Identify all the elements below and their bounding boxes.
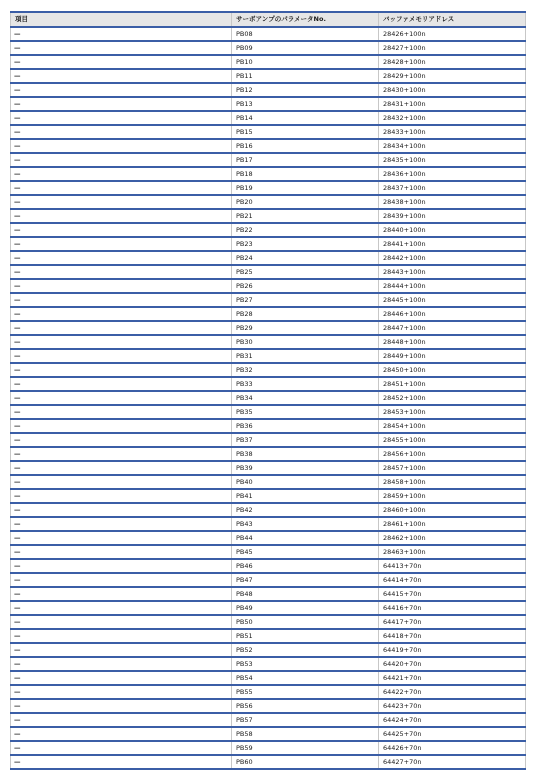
table-row — [11, 727, 526, 741]
table-row — [11, 587, 526, 601]
table-row — [11, 307, 526, 321]
item-cell: — — [11, 587, 232, 601]
item-cell: — — [11, 97, 232, 111]
parameter-buffer-table — [10, 11, 526, 770]
table-row — [11, 615, 526, 629]
table-row — [11, 181, 526, 195]
item-cell: — — [11, 251, 232, 265]
buffer-address-cell: 64422+70n — [379, 685, 526, 699]
table-row — [11, 503, 526, 517]
table-row — [11, 475, 526, 489]
table-row — [11, 405, 526, 419]
parameter-no-cell: PB54 — [232, 671, 379, 685]
buffer-address-cell: 28460+100n — [379, 503, 526, 517]
parameter-no-cell: PB45 — [232, 545, 379, 559]
table-row — [11, 699, 526, 713]
table-row — [11, 755, 526, 769]
item-cell: — — [11, 69, 232, 83]
item-cell: — — [11, 223, 232, 237]
buffer-address-cell: 28438+100n — [379, 195, 526, 209]
buffer-address-cell: 28444+100n — [379, 279, 526, 293]
item-cell: — — [11, 699, 232, 713]
buffer-address-cell: 64416+70n — [379, 601, 526, 615]
buffer-address-cell: 28449+100n — [379, 349, 526, 363]
header-row — [11, 12, 526, 27]
item-cell: — — [11, 41, 232, 55]
parameter-no-cell: PB46 — [232, 559, 379, 573]
table-row — [11, 685, 526, 699]
table-row — [11, 321, 526, 335]
buffer-address-cell: 28434+100n — [379, 139, 526, 153]
item-cell: — — [11, 657, 232, 671]
item-cell: — — [11, 671, 232, 685]
table-body — [11, 27, 526, 769]
buffer-address-cell: 64420+70n — [379, 657, 526, 671]
parameter-no-cell: PB20 — [232, 195, 379, 209]
parameter-no-cell: PB55 — [232, 685, 379, 699]
item-cell: — — [11, 545, 232, 559]
parameter-no-cell: PB27 — [232, 293, 379, 307]
table-row — [11, 237, 526, 251]
buffer-address-cell: 64425+70n — [379, 727, 526, 741]
table-row — [11, 629, 526, 643]
buffer-address-cell: 64421+70n — [379, 671, 526, 685]
parameter-no-cell: PB49 — [232, 601, 379, 615]
item-cell: — — [11, 713, 232, 727]
parameter-no-cell: PB21 — [232, 209, 379, 223]
table-row — [11, 601, 526, 615]
table-row — [11, 573, 526, 587]
parameter-no-cell: PB25 — [232, 265, 379, 279]
table-row — [11, 265, 526, 279]
parameter-no-cell: PB11 — [232, 69, 379, 83]
parameter-no-cell: PB31 — [232, 349, 379, 363]
buffer-address-cell: 28443+100n — [379, 265, 526, 279]
parameter-no-cell: PB28 — [232, 307, 379, 321]
item-cell: — — [11, 447, 232, 461]
item-cell: — — [11, 363, 232, 377]
parameter-no-cell: PB51 — [232, 629, 379, 643]
table-row — [11, 419, 526, 433]
item-cell: — — [11, 125, 232, 139]
item-cell: — — [11, 405, 232, 419]
table-header — [11, 12, 526, 27]
buffer-address-cell: 64427+70n — [379, 755, 526, 769]
header-parameter-no: サーボアンプのパラメータNo. — [232, 12, 379, 27]
parameter-no-cell: PB44 — [232, 531, 379, 545]
table-row — [11, 545, 526, 559]
parameter-no-cell: PB35 — [232, 405, 379, 419]
table-row — [11, 391, 526, 405]
item-cell: — — [11, 209, 232, 223]
buffer-address-cell: 64417+70n — [379, 615, 526, 629]
buffer-address-cell: 28456+100n — [379, 447, 526, 461]
parameter-no-cell: PB43 — [232, 517, 379, 531]
buffer-address-cell: 28446+100n — [379, 307, 526, 321]
parameter-no-cell: PB18 — [232, 167, 379, 181]
parameter-no-cell: PB10 — [232, 55, 379, 69]
buffer-address-cell: 28452+100n — [379, 391, 526, 405]
table-row — [11, 125, 526, 139]
parameter-no-cell: PB08 — [232, 27, 379, 41]
parameter-no-cell: PB56 — [232, 699, 379, 713]
table-row — [11, 251, 526, 265]
buffer-address-cell: 28436+100n — [379, 167, 526, 181]
parameter-no-cell: PB53 — [232, 657, 379, 671]
parameter-no-cell: PB37 — [232, 433, 379, 447]
buffer-address-cell: 28455+100n — [379, 433, 526, 447]
buffer-address-cell: 28439+100n — [379, 209, 526, 223]
buffer-address-cell: 28447+100n — [379, 321, 526, 335]
buffer-address-cell: 64413+70n — [379, 559, 526, 573]
parameter-no-cell: PB42 — [232, 503, 379, 517]
parameter-no-cell: PB52 — [232, 643, 379, 657]
table-row — [11, 447, 526, 461]
parameter-no-cell: PB30 — [232, 335, 379, 349]
table-row — [11, 153, 526, 167]
item-cell: — — [11, 377, 232, 391]
parameter-no-cell: PB34 — [232, 391, 379, 405]
item-cell: — — [11, 685, 232, 699]
parameter-no-cell: PB50 — [232, 615, 379, 629]
buffer-address-cell: 64419+70n — [379, 643, 526, 657]
buffer-address-cell: 28451+100n — [379, 377, 526, 391]
parameter-no-cell: PB17 — [232, 153, 379, 167]
parameter-no-cell: PB39 — [232, 461, 379, 475]
table-row — [11, 531, 526, 545]
table-row — [11, 27, 526, 41]
item-cell: — — [11, 195, 232, 209]
table-row — [11, 223, 526, 237]
parameter-no-cell: PB32 — [232, 363, 379, 377]
buffer-address-cell: 64423+70n — [379, 699, 526, 713]
buffer-address-cell: 28429+100n — [379, 69, 526, 83]
parameter-no-cell: PB13 — [232, 97, 379, 111]
buffer-address-cell: 28427+100n — [379, 41, 526, 55]
buffer-address-cell: 28442+100n — [379, 251, 526, 265]
parameter-no-cell: PB33 — [232, 377, 379, 391]
item-cell: — — [11, 755, 232, 769]
table-row — [11, 83, 526, 97]
item-cell: — — [11, 167, 232, 181]
item-cell: — — [11, 321, 232, 335]
buffer-address-cell: 28431+100n — [379, 97, 526, 111]
item-cell: — — [11, 265, 232, 279]
buffer-address-cell: 28450+100n — [379, 363, 526, 377]
buffer-address-cell: 64414+70n — [379, 573, 526, 587]
table-row — [11, 97, 526, 111]
parameter-no-cell: PB14 — [232, 111, 379, 125]
item-cell: — — [11, 293, 232, 307]
item-cell: — — [11, 55, 232, 69]
item-cell: — — [11, 489, 232, 503]
buffer-address-cell: 64418+70n — [379, 629, 526, 643]
parameter-no-cell: PB26 — [232, 279, 379, 293]
table-row — [11, 517, 526, 531]
item-cell: — — [11, 335, 232, 349]
item-cell: — — [11, 643, 232, 657]
buffer-address-cell: 28440+100n — [379, 223, 526, 237]
parameter-no-cell: PB41 — [232, 489, 379, 503]
table-row — [11, 433, 526, 447]
buffer-address-cell: 64415+70n — [379, 587, 526, 601]
parameter-no-cell: PB12 — [232, 83, 379, 97]
item-cell: — — [11, 615, 232, 629]
item-cell: — — [11, 391, 232, 405]
buffer-address-cell: 28463+100n — [379, 545, 526, 559]
parameter-no-cell: PB15 — [232, 125, 379, 139]
table-row — [11, 671, 526, 685]
parameter-no-cell: PB09 — [232, 41, 379, 55]
parameter-no-cell: PB57 — [232, 713, 379, 727]
buffer-address-cell: 28432+100n — [379, 111, 526, 125]
item-cell: — — [11, 741, 232, 755]
buffer-address-cell: 28458+100n — [379, 475, 526, 489]
buffer-address-cell: 28459+100n — [379, 489, 526, 503]
item-cell: — — [11, 629, 232, 643]
parameter-no-cell: PB36 — [232, 419, 379, 433]
parameter-no-cell: PB48 — [232, 587, 379, 601]
item-cell: — — [11, 307, 232, 321]
table-row — [11, 111, 526, 125]
table-row — [11, 657, 526, 671]
buffer-address-cell: 28428+100n — [379, 55, 526, 69]
buffer-address-cell: 28426+100n — [379, 27, 526, 41]
item-cell: — — [11, 349, 232, 363]
table-row — [11, 489, 526, 503]
item-cell: — — [11, 461, 232, 475]
buffer-address-cell: 28448+100n — [379, 335, 526, 349]
parameter-no-cell: PB47 — [232, 573, 379, 587]
item-cell: — — [11, 139, 232, 153]
item-cell: — — [11, 727, 232, 741]
item-cell: — — [11, 559, 232, 573]
item-cell: — — [11, 517, 232, 531]
table-row — [11, 209, 526, 223]
table-row — [11, 363, 526, 377]
parameter-no-cell: PB40 — [232, 475, 379, 489]
table-row — [11, 69, 526, 83]
parameter-no-cell: PB58 — [232, 727, 379, 741]
header-buffer-address: バッファメモリアドレス — [379, 12, 526, 27]
item-cell: — — [11, 503, 232, 517]
table-row — [11, 461, 526, 475]
table-row — [11, 41, 526, 55]
item-cell: — — [11, 475, 232, 489]
item-cell: — — [11, 573, 232, 587]
buffer-address-cell: 28437+100n — [379, 181, 526, 195]
parameter-no-cell: PB23 — [232, 237, 379, 251]
parameter-no-cell: PB29 — [232, 321, 379, 335]
buffer-address-cell: 28457+100n — [379, 461, 526, 475]
item-cell: — — [11, 531, 232, 545]
parameter-no-cell: PB16 — [232, 139, 379, 153]
parameter-no-cell: PB38 — [232, 447, 379, 461]
table-row — [11, 377, 526, 391]
parameter-no-cell: PB60 — [232, 755, 379, 769]
item-cell: — — [11, 279, 232, 293]
table-row — [11, 643, 526, 657]
item-cell: — — [11, 83, 232, 97]
parameter-no-cell: PB24 — [232, 251, 379, 265]
table-row — [11, 195, 526, 209]
table-row — [11, 349, 526, 363]
table-row — [11, 741, 526, 755]
buffer-address-cell: 64426+70n — [379, 741, 526, 755]
table-row — [11, 335, 526, 349]
buffer-address-cell: 28461+100n — [379, 517, 526, 531]
buffer-address-cell: 28454+100n — [379, 419, 526, 433]
buffer-address-cell: 28441+100n — [379, 237, 526, 251]
buffer-address-cell: 28435+100n — [379, 153, 526, 167]
header-item: 項目 — [11, 12, 232, 27]
item-cell: — — [11, 601, 232, 615]
item-cell: — — [11, 433, 232, 447]
buffer-address-cell: 28462+100n — [379, 531, 526, 545]
buffer-address-cell: 28445+100n — [379, 293, 526, 307]
item-cell: — — [11, 153, 232, 167]
table-row — [11, 139, 526, 153]
buffer-address-cell: 64424+70n — [379, 713, 526, 727]
table-row — [11, 293, 526, 307]
buffer-address-cell: 28430+100n — [379, 83, 526, 97]
item-cell: — — [11, 237, 232, 251]
item-cell: — — [11, 27, 232, 41]
table-row — [11, 167, 526, 181]
buffer-address-cell: 28453+100n — [379, 405, 526, 419]
item-cell: — — [11, 111, 232, 125]
parameter-no-cell: PB19 — [232, 181, 379, 195]
item-cell: — — [11, 181, 232, 195]
buffer-address-cell: 28433+100n — [379, 125, 526, 139]
table-row — [11, 55, 526, 69]
table-row — [11, 559, 526, 573]
table-row — [11, 279, 526, 293]
item-cell: — — [11, 419, 232, 433]
table-row — [11, 713, 526, 727]
parameter-no-cell: PB59 — [232, 741, 379, 755]
parameter-no-cell: PB22 — [232, 223, 379, 237]
